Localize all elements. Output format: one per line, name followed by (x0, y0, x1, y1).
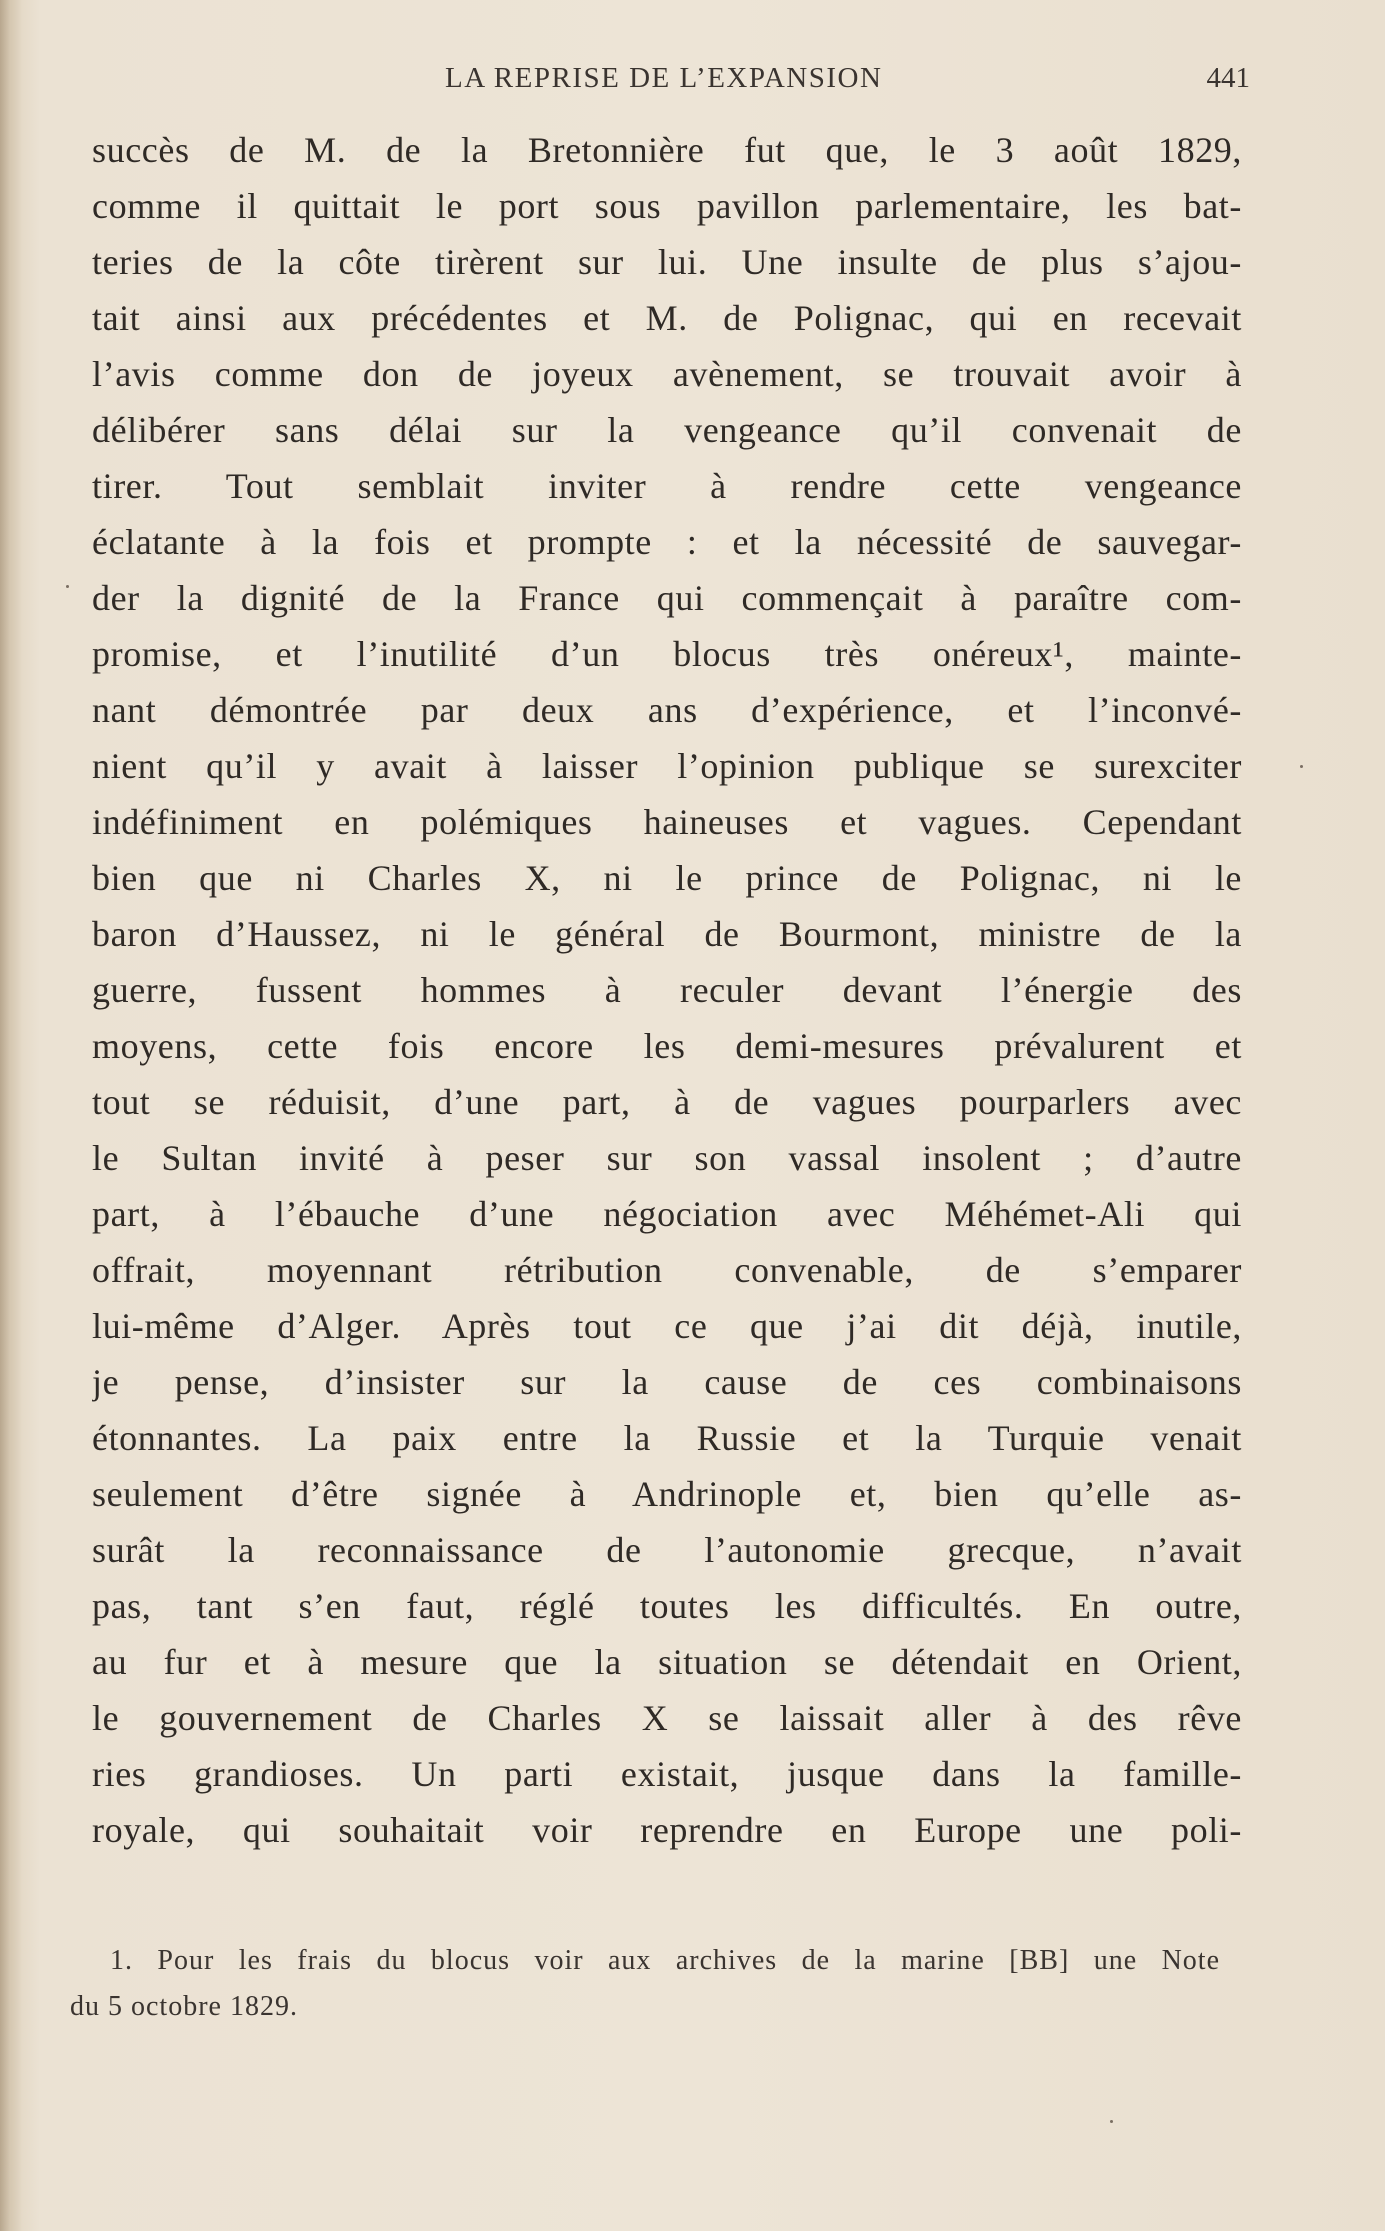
text-line: l’avis comme don de joyeux avènement, se trouvait avoir à (92, 354, 1242, 394)
text-line: der la dignité de la France qui commençait à paraître com- (92, 578, 1242, 618)
text-line: pas, tant s’en faut, réglé toutes les difficultés. En outre, (92, 1586, 1242, 1626)
text-line: ries grandioses. Un parti existait, jusque dans la famille- (92, 1754, 1242, 1794)
footnote-line: du 5 octobre 1829. (70, 1991, 298, 2022)
text-line: promise, et l’inutilité d’un blocus très onéreux¹, mainte- (92, 634, 1242, 674)
page-gutter-shadow (0, 0, 22, 2231)
text-line: éclatante à la fois et prompte : et la nécessité de sauvegar- (92, 522, 1242, 562)
text-line: moyens, cette fois encore les demi-mesures prévalurent et (92, 1026, 1242, 1066)
text-line: lui-même d’Alger. Après tout ce que j’ai dit déjà, inutile, (92, 1306, 1242, 1346)
text-line: part, à l’ébauche d’une négociation avec Méhémet-Ali qui (92, 1194, 1242, 1234)
text-line: tirer. Tout semblait inviter à rendre cette vengeance (92, 466, 1242, 506)
text-line: indéfiniment en polémiques haineuses et vagues. Cependant (92, 802, 1242, 842)
text-line: délibérer sans délai sur la vengeance qu’il convenait de (92, 410, 1242, 450)
text-line: le Sultan invité à peser sur son vassal insolent ; d’autre (92, 1138, 1242, 1178)
text-line: offrait, moyennant rétribution convenable, de s’emparer (92, 1250, 1242, 1290)
text-line: succès de M. de la Bretonnière fut que, le 3 août 1829, (92, 130, 1242, 170)
text-line: seulement d’être signée à Andrinople et, bien qu’elle as- (92, 1474, 1242, 1514)
footnote-line: 1. Pour les frais du blocus voir aux archives de la marine [BB] une Note (110, 1945, 1220, 1976)
text-line: bien que ni Charles X, ni le prince de Polignac, ni le (92, 858, 1242, 898)
text-line: comme il quittait le port sous pavillon parlementaire, les bat- (92, 186, 1242, 226)
text-line: nient qu’il y avait à laisser l’opinion publique se surexciter (92, 746, 1242, 786)
text-line: tait ainsi aux précédentes et M. de Polignac, qui en recevait (92, 298, 1242, 338)
text-line: surât la reconnaissance de l’autonomie grecque, n’avait (92, 1530, 1242, 1570)
page-number: 441 (1206, 62, 1250, 94)
running-title: LA REPRISE DE L’EXPANSION (445, 62, 883, 94)
text-line: le gouvernement de Charles X se laissait aller à des rêve (92, 1698, 1242, 1738)
paper-speck (1110, 2120, 1113, 2123)
text-line: je pense, d’insister sur la cause de ces combinaisons (92, 1362, 1242, 1402)
page-header (90, 62, 1250, 102)
text-line: au fur et à mesure que la situation se détendait en Orient, (92, 1642, 1242, 1682)
text-line: guerre, fussent hommes à reculer devant l’énergie des (92, 970, 1242, 1010)
text-line: baron d’Haussez, ni le général de Bourmont, ministre de la (92, 914, 1242, 954)
text-line: nant démontrée par deux ans d’expérience, et l’inconvé- (92, 690, 1242, 730)
paper-speck (1300, 765, 1303, 768)
text-line: tout se réduisit, d’une part, à de vagues pourparlers avec (92, 1082, 1242, 1122)
text-line: teries de la côte tirèrent sur lui. Une insulte de plus s’ajou- (92, 242, 1242, 282)
text-line: royale, qui souhaitait voir reprendre en Europe une poli- (92, 1810, 1242, 1850)
body-paragraph (92, 122, 1242, 1858)
text-line: étonnantes. La paix entre la Russie et la Turquie venait (92, 1418, 1242, 1458)
footnote (70, 1938, 1220, 2030)
paper-speck (66, 585, 69, 588)
